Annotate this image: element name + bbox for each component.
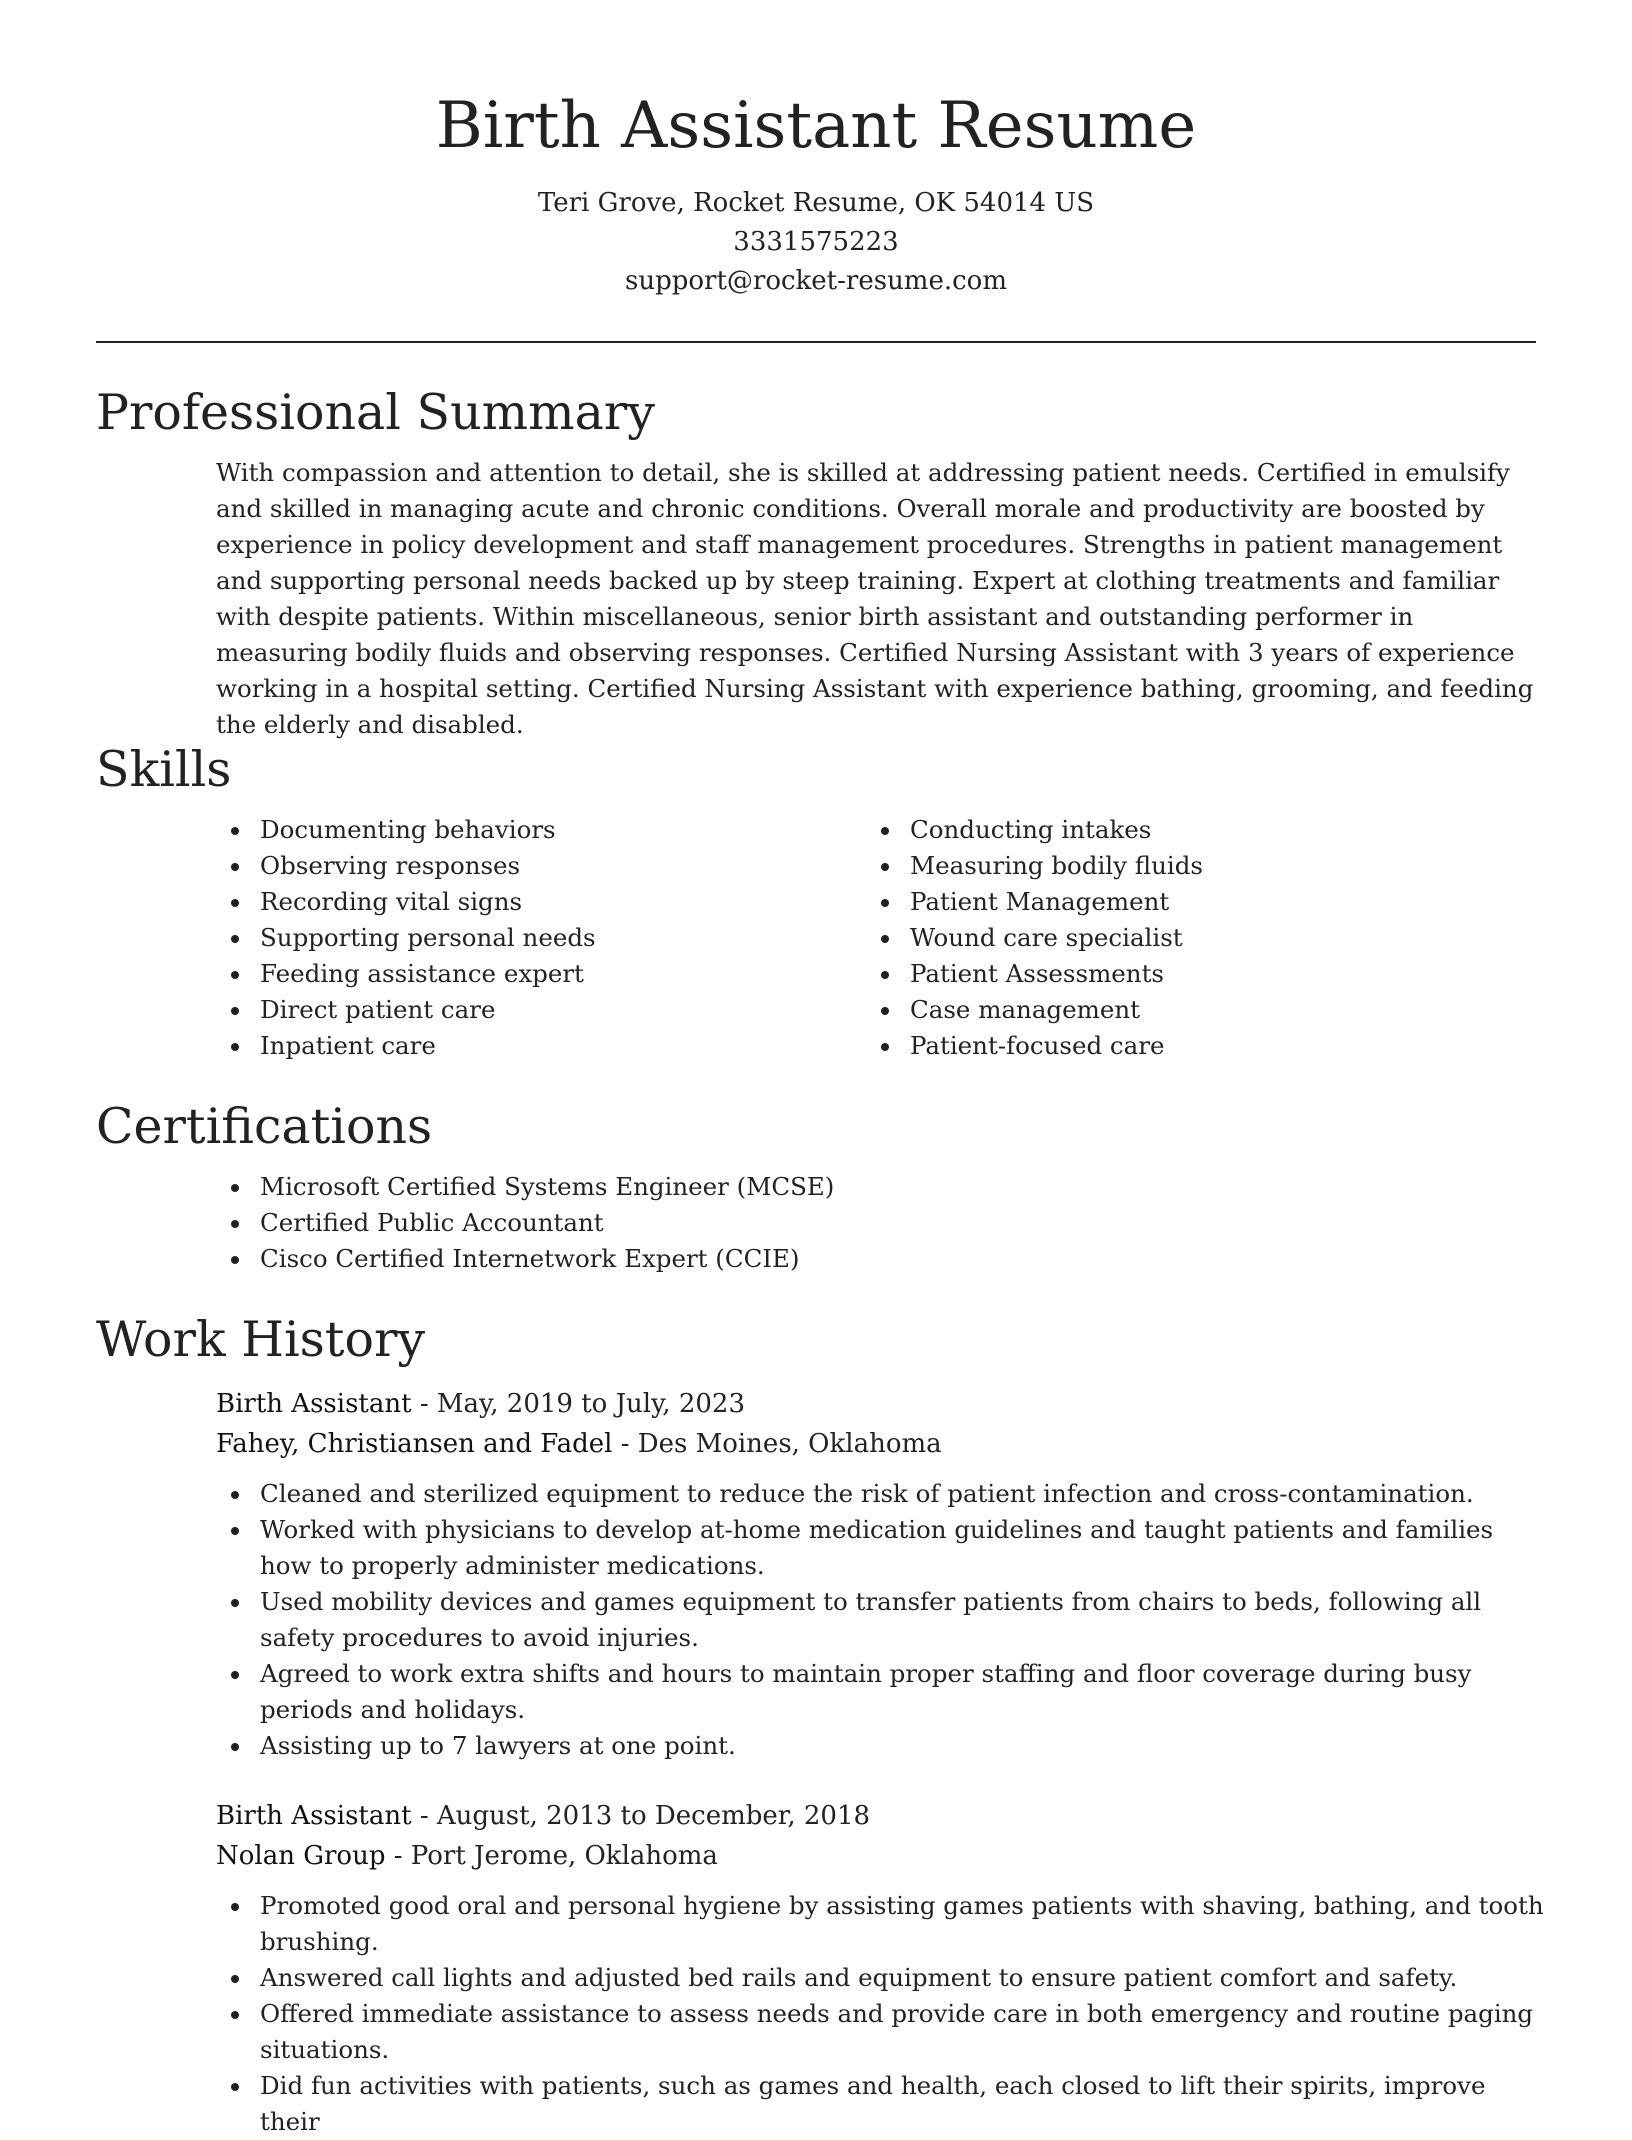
page-title: Birth Assistant Resume xyxy=(435,89,1197,163)
skill-item: Patient-focused care xyxy=(866,1028,1516,1064)
job-bullet: Offered immediate assistance to assess needs and provide care in both emergency and routine paging situations. xyxy=(216,1996,1546,2068)
skill-item: Recording vital signs xyxy=(216,884,866,920)
summary-text: With compassion and attention to detail, she is skilled at addressing patient needs. Certified in emulsify and skilled in managing acute and chronic conditions. Overall morale and productivity are boosted by experience in policy development and staff management procedures. Strengths in patient management and supporting personal needs backed up by steep training. Expert at clothing treatments and familiar with despite patients. Within miscellaneous, senior birth assistant and outstanding performer in measuring bodily fluids and observing responses. Certified Nursing Assistant with 3 years of experience working in a hospital setting. Certified Nursing Assistant with experience bathing, grooming, and feeding the elderly and disabled. xyxy=(216,458,1534,739)
skill-item: Supporting personal needs xyxy=(216,920,866,956)
skills-columns xyxy=(216,812,1536,1064)
resume-header xyxy=(0,0,1632,301)
job-title: Birth Assistant xyxy=(216,1801,412,1831)
job-bullet-list xyxy=(216,1888,1546,2140)
job-company: Fahey, Christiansen and Fadel xyxy=(216,1429,613,1459)
certifications-list xyxy=(216,1169,1536,1277)
job-bullet: Answered call lights and adjusted bed rails and equipment to ensure patient comfort and safety. xyxy=(216,1960,1546,1996)
job-dates: - August, 2013 to December, 2018 xyxy=(411,1801,871,1831)
job-bullet-list xyxy=(216,1476,1546,1764)
skill-item: Measuring bodily fluids xyxy=(866,848,1516,884)
job-title: Birth Assistant xyxy=(216,1389,412,1419)
contact-email: support@rocket-resume.com xyxy=(624,266,1007,296)
certification-item: Certified Public Accountant xyxy=(216,1205,1536,1241)
job-bullet: Assisting up to 7 lawyers at one point. xyxy=(216,1728,1546,1764)
skills-column-left xyxy=(216,812,866,1064)
skills-section xyxy=(96,740,1536,1064)
skills-heading: Skills xyxy=(96,741,232,798)
job-entry xyxy=(216,1384,1536,1764)
job-bullet: Promoted good oral and personal hygiene by assisting games patients with shaving, bathing, and tooth brushing. xyxy=(216,1888,1546,1960)
skill-item: Conducting intakes xyxy=(866,812,1516,848)
summary-section xyxy=(96,383,1536,743)
skill-item: Patient Management xyxy=(866,884,1516,920)
work-history-section xyxy=(96,1310,1544,2140)
job-location: - Des Moines, Oklahoma xyxy=(612,1429,942,1459)
job-title-line xyxy=(216,1384,1536,1424)
job-company-line xyxy=(216,1836,1536,1876)
job-location: - Port Jerome, Oklahoma xyxy=(385,1841,718,1871)
skill-item: Observing responses xyxy=(216,848,866,884)
skill-item: Feeding assistance expert xyxy=(216,956,866,992)
certification-item: Cisco Certified Internetwork Expert (CCIE) xyxy=(216,1241,1536,1277)
certification-item: Microsoft Certified Systems Engineer (MCSE) xyxy=(216,1169,1536,1205)
skill-item: Inpatient care xyxy=(216,1028,866,1064)
header-divider xyxy=(96,341,1536,343)
job-bullet: Used mobility devices and games equipment to transfer patients from chairs to beds, following all safety procedures to avoid injuries. xyxy=(216,1584,1546,1656)
job-company: Nolan Group xyxy=(216,1841,386,1871)
certifications-section xyxy=(96,1097,1536,1277)
job-dates: - May, 2019 to July, 2023 xyxy=(411,1389,745,1419)
work-history-heading: Work History xyxy=(96,1311,426,1368)
job-company-line xyxy=(216,1424,1536,1464)
skills-column-right xyxy=(866,812,1516,1064)
job-title-line xyxy=(216,1796,1536,1836)
contact-info xyxy=(0,184,1632,301)
skill-item: Direct patient care xyxy=(216,992,866,1028)
job-entry xyxy=(216,1796,1544,2140)
skill-item: Wound care specialist xyxy=(866,920,1516,956)
skill-item: Patient Assessments xyxy=(866,956,1516,992)
contact-address: Teri Grove, Rocket Resume, OK 54014 US xyxy=(537,188,1095,218)
skill-item: Case management xyxy=(866,992,1516,1028)
contact-phone: 3331575223 xyxy=(733,227,899,257)
summary-heading: Professional Summary xyxy=(96,384,655,441)
job-bullet: Cleaned and sterilized equipment to reduce the risk of patient infection and cross-contamination. xyxy=(216,1476,1546,1512)
certifications-heading: Certifications xyxy=(96,1098,433,1155)
job-bullet: Did fun activities with patients, such as games and health, each closed to lift their spirits, improve their xyxy=(216,2068,1546,2140)
job-bullet: Agreed to work extra shifts and hours to maintain proper staffing and floor coverage during busy periods and holidays. xyxy=(216,1656,1546,1728)
job-bullet: Worked with physicians to develop at-home medication guidelines and taught patients and families how to properly administer medications. xyxy=(216,1512,1546,1584)
skill-item: Documenting behaviors xyxy=(216,812,866,848)
